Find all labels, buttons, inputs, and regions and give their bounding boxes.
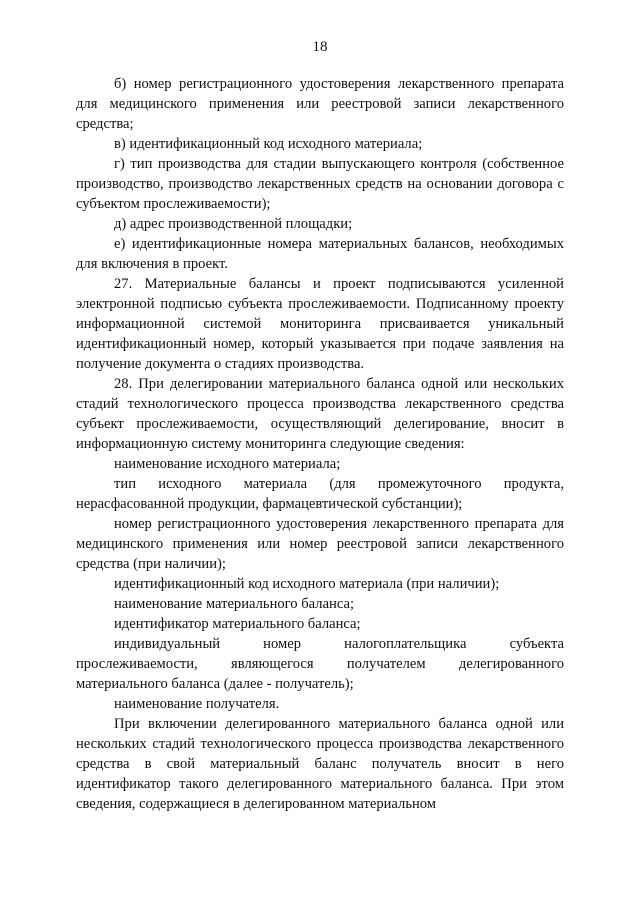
paragraph: 27. Материальные балансы и проект подписываются усиленной электронной подписью субъекта прослеживаемости. Подписанному проекту информационной системой мониторинга присваивается уникальный идентификационный номер, который указывается при подаче заявления на получение документа о стадиях производства. [76,276,564,372]
paragraph: 28. При делегировании материального баланса одной или нескольких стадий технологического процесса производства лекарственного средства субъект прослеживаемости, осуществляющий делегирование, вносит в информационную систему мониторинга следующие сведения: [76,376,564,452]
paragraph: идентификационный код исходного материала (при наличии); [114,576,500,592]
paragraph: идентификатор материального баланса; [114,616,361,632]
paragraph: наименование исходного материала; [114,456,341,472]
paragraph: наименование материального баланса; [114,596,355,612]
paragraph: наименование получателя. [114,696,280,712]
paragraph: г) тип производства для стадии выпускающего контроля (собственное производство, производство лекарственных средств на основании договора с субъектом прослеживаемости); [76,156,564,212]
paragraph: в) идентификационный код исходного материала; [114,136,423,152]
paragraph: номер регистрационного удостоверения лекарственного препарата для медицинского применения или номер реестровой записи лекарственного средства (при наличии); [76,516,564,572]
paragraph: б) номер регистрационного удостоверения лекарственного препарата для медицинского применения или реестровой записи лекарственного средства; [76,76,564,132]
paragraph: тип исходного материала (для промежуточного продукта, нерасфасованной продукции, фармацевтической субстанции); [76,476,564,512]
paragraph: е) идентификационные номера материальных балансов, необходимых для включения в проект. [76,236,564,272]
paragraph: д) адрес производственной площадки; [114,216,353,232]
page-number: 18 [312,39,328,55]
body-text [76,74,564,814]
paragraph: индивидуальный номер налогоплательщика субъекта прослеживаемости, являющегося получателем делегированного материального баланса (далее - получатель); [76,636,564,692]
paragraph: При включении делегированного материального баланса одной или нескольких стадий технологического процесса производства лекарственного средства в свой материальный баланс получатель вносит в него идентификатор такого делегированного материального баланса. При этом сведения, содержащиеся в делегированном материальном [76,716,564,812]
